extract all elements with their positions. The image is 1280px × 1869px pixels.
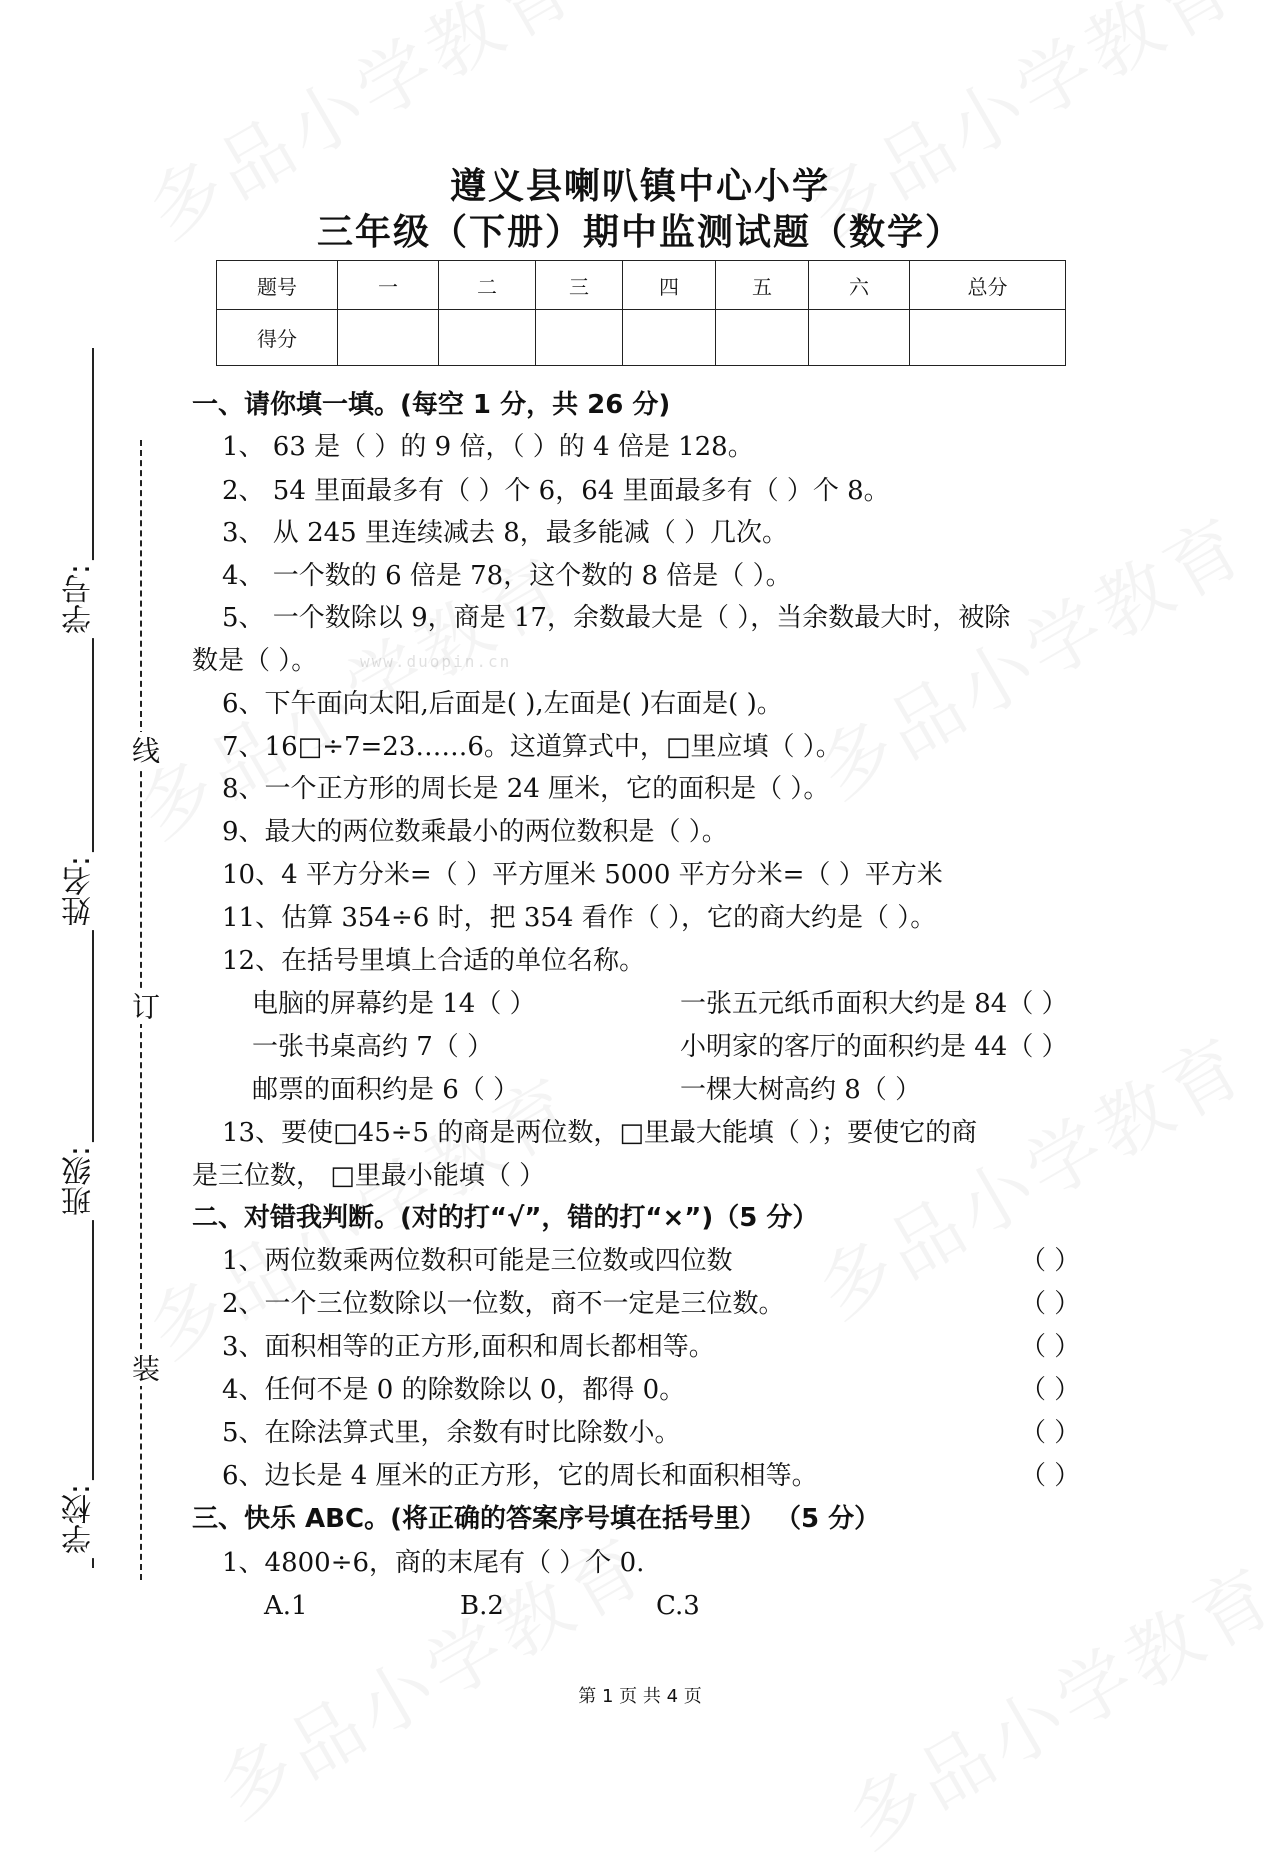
answer-paren[interactable]: （ ） [1020,1375,1081,1405]
score-cell[interactable] [716,310,809,366]
page-number: 第 1 页 共 4 页 [578,1686,702,1707]
section2-heading: 二、对错我判断。(对的打“√”，错的打“×”)（5 分） [192,1203,819,1233]
name-field-line [92,348,94,1568]
answer-paren[interactable]: （ ） [1020,1461,1081,1491]
question-line: 4、 一个数的 6 倍是 78，这个数的 8 倍是（ ）。 [222,561,792,591]
judge-item: 4、任何不是 0 的除数除以 0，都得 0。 [222,1375,686,1405]
score-cell[interactable] [809,310,910,366]
score-header-cell: 二 [439,261,536,310]
question-line: 2、 54 里面最多有（ ）个 6，64 里面最多有（ ）个 8。 [222,476,890,506]
option-c[interactable]: C.3 [656,1591,700,1621]
score-row-label: 得分 [217,310,338,366]
question-line: 8、一个正方形的周长是 24 厘米，它的面积是（ ）。 [222,774,830,804]
score-table [216,260,1066,366]
judge-item: 5、在除法算式里，余数有时比除数小。 [222,1418,681,1448]
school-title: 遵义县喇叭镇中心小学 [449,166,830,207]
score-cell[interactable] [338,310,439,366]
score-header-cell: 三 [536,261,623,310]
score-header-cell: 五 [716,261,809,310]
score-header-cell: 六 [809,261,910,310]
score-cell[interactable] [439,310,536,366]
question-line: 是三位数， □里最小能填（ ） [192,1161,546,1191]
question-line: 7、16□÷7=23……6。这道算式中，□里应填（ ）。 [222,732,842,762]
watermark-url: www.duopin.cn [360,652,512,671]
binding-mark-staple: 订 [124,988,164,1024]
score-header-cell: 四 [623,261,716,310]
score-header-cell: 总分 [910,261,1066,310]
score-cell[interactable] [623,310,716,366]
answer-paren[interactable]: （ ） [1020,1289,1081,1319]
student-number-label: 学号: [58,560,102,638]
score-cell[interactable] [536,310,623,366]
school-label: 学校: [58,1480,102,1558]
question-line: 12、在括号里填上合适的单位名称。 [222,946,646,976]
score-row [217,310,1066,366]
answer-paren[interactable]: （ ） [1020,1332,1081,1362]
score-cell[interactable] [910,310,1066,366]
unit-item: 电脑的屏幕约是 14（ ） [252,989,536,1019]
unit-item: 一张书桌高约 7（ ） [252,1032,494,1062]
question-line: 10、4 平方分米=（ ）平方厘米 5000 平方分米=（ ）平方米 [222,860,943,890]
option-a[interactable]: A.1 [264,1591,308,1621]
class-label: 班级: [58,1142,102,1220]
judge-item: 1、两位数乘两位数积可能是三位数或四位数 [222,1246,733,1276]
score-header-cell: 一 [338,261,439,310]
question-line: 9、最大的两位数乘最小的两位数积是（ ）。 [222,817,728,847]
judge-item: 2、一个三位数除以一位数，商不一定是三位数。 [222,1289,785,1319]
question-line: 5、 一个数除以 9，商是 17，余数最大是（ ），当余数最大时，被除 [222,603,1011,633]
score-header-cell: 题号 [217,261,338,310]
binding-mark-line: 线 [124,732,164,768]
question-line: 3、 从 245 里连续减去 8，最多能减（ ）几次。 [222,518,789,548]
question-line: 11、估算 354÷6 时，把 354 看作（ ），它的商大约是（ ）。 [222,903,937,933]
unit-item: 小明家的客厅的面积约是 44（ ） [680,1032,1068,1062]
question-line: 1、 63 是（ ）的 9 倍，（ ）的 4 倍是 128。 [222,432,754,462]
section1-heading: 一、请你填一填。(每空 1 分，共 26 分) [192,390,671,420]
question-line: 1、4800÷6，商的末尾有（ ）个 0. [222,1548,645,1578]
answer-paren[interactable]: （ ） [1020,1418,1081,1448]
exam-title: 三年级（下册）期中监测试题（数学） [316,212,963,253]
section3-heading: 三、快乐 ABC。(将正确的答案序号填在括号里） （5 分） [192,1504,881,1534]
binding-mark-bind: 装 [124,1350,164,1386]
option-b[interactable]: B.2 [460,1591,504,1621]
unit-item: 一张五元纸币面积大约是 84（ ） [680,989,1068,1019]
watermark [796,487,1265,819]
answer-paren[interactable]: （ ） [1020,1246,1081,1276]
score-header-row [217,261,1066,310]
question-line: 13、要使□45÷5 的商是两位数，□里最大能填（ ）；要使它的商 [222,1118,978,1148]
judge-item: 3、面积相等的正方形,面积和周长都相等。 [222,1332,715,1362]
unit-item: 邮票的面积约是 6（ ） [252,1075,520,1105]
student-name-label: 姓名: [58,852,102,930]
judge-item: 6、边长是 4 厘米的正方形，它的周长和面积相等。 [222,1461,818,1491]
unit-item: 一棵大树高约 8（ ） [680,1075,922,1105]
question-line: 6、下午面向太阳,后面是( ),左面是( )右面是( )。 [222,689,783,719]
question-line: 数是（ ）。 [192,646,318,676]
